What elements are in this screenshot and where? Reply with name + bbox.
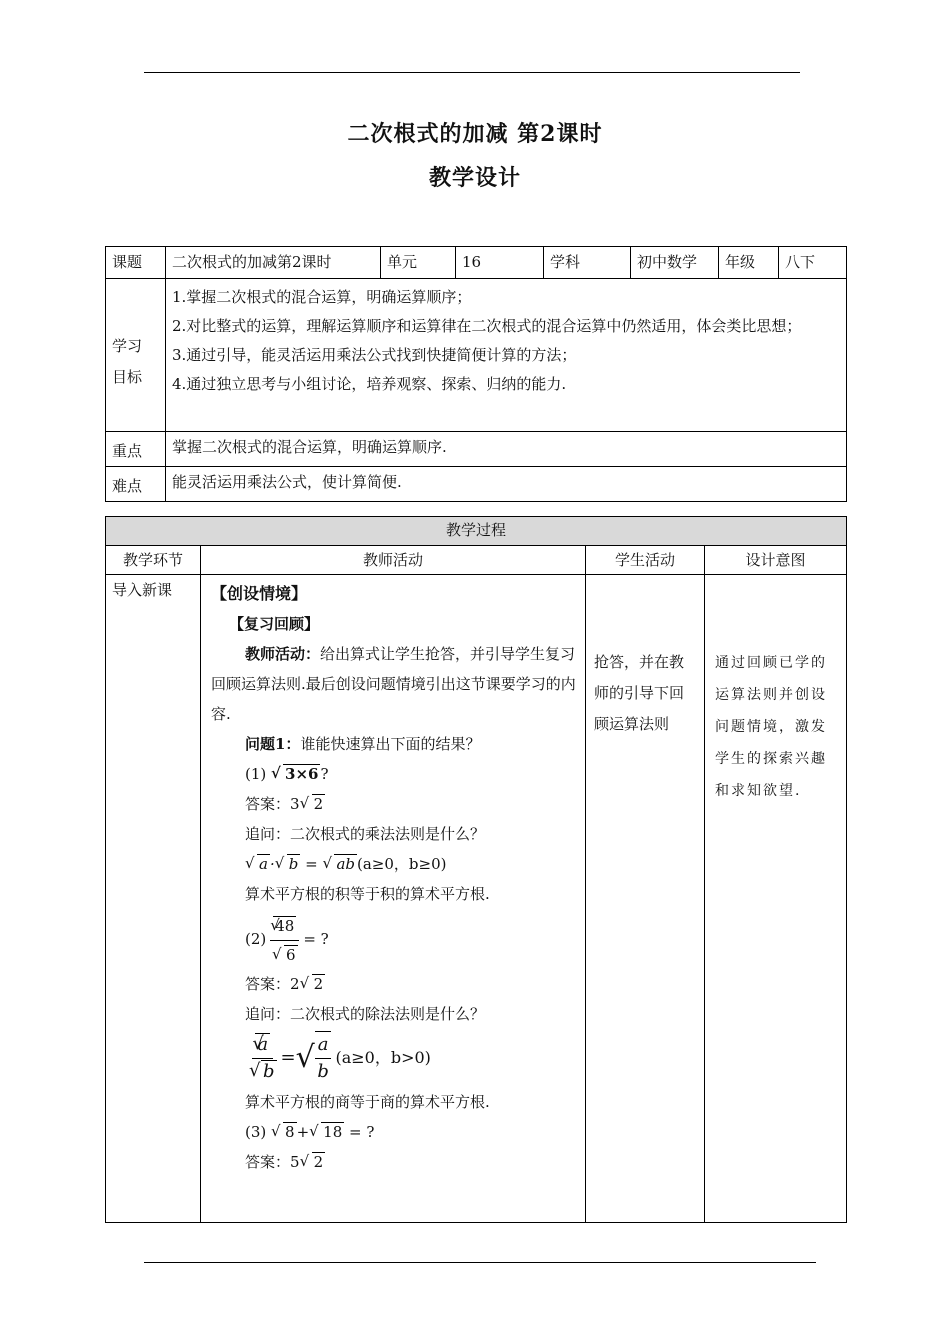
rule-1-a: a [259, 855, 268, 873]
goals-label-text: 学习目标 [112, 337, 143, 386]
goal-item: 1.掌握二次根式的混合运算，明确运算顺序； [172, 288, 472, 306]
difficulty-label: 难点 [106, 467, 166, 502]
topic-label: 课题 [106, 247, 166, 279]
item-3-sqrt-1 [271, 1117, 297, 1147]
item-2-den: 6 [286, 945, 296, 964]
document-title: 二次根式的加减 第2课时 [347, 121, 603, 147]
subject-value: 初中数学 [631, 247, 719, 279]
item-3-sqrt-2 [309, 1117, 344, 1147]
item-1-radicand: 3×6 [285, 765, 319, 783]
answer-1-radicand: 2 [313, 795, 324, 813]
item-3-r2: 18 [323, 1123, 343, 1141]
question-1-text: 谁能快速算出下面的结果？ [300, 735, 481, 753]
rule-1-b: b [288, 855, 299, 873]
activity-label: 教师活动： [245, 645, 321, 663]
answer-3-radical [300, 1147, 326, 1177]
answer-3-label: 答案： [245, 1153, 291, 1171]
process-table [105, 516, 847, 1223]
goal-item: 3.通过引导，能灵活运用乘法公式找到快捷简便计算的方法； [172, 346, 577, 364]
item-3-r1: 8 [285, 1123, 295, 1141]
item-2-numerator [270, 912, 299, 941]
answer-3 [211, 1147, 577, 1177]
answer-2 [211, 969, 577, 999]
design-intent: 通过回顾已学的运算法则并创设问题情境，激发学生的探索兴趣和求知欲望. [705, 575, 847, 1223]
item-1-suffix: ? [320, 765, 329, 783]
item-2-denominator [272, 941, 298, 969]
section-subheading: 【复习回顾】 [229, 615, 320, 633]
question-1-label: 问题1： [245, 735, 301, 753]
goals-list [166, 279, 847, 432]
division-rule: √ a √ b =√ $\frac{a}{b}$ (a≥0，b>0) [211, 1029, 577, 1087]
rule-2-left-fraction [249, 1032, 277, 1085]
footer-rule [144, 1262, 816, 1263]
rule-1-sqrt-a [245, 849, 270, 879]
goals-label [106, 279, 166, 432]
answer-1-radical [300, 789, 326, 819]
unit-label: 单元 [381, 247, 456, 279]
answer-1-coef: 3 [290, 795, 300, 813]
item-1-radical [271, 759, 320, 789]
rule-1-condition: (a≥0，b≥0) [357, 855, 447, 873]
col-stage: 教学环节 [106, 546, 201, 575]
header-rule [144, 72, 800, 73]
rule-1-text: 算术平方根的积等于积的算术平方根. [245, 885, 490, 903]
answer-1-label: 答案： [245, 795, 291, 813]
answer-3-coef: 5 [290, 1153, 300, 1171]
rule-2-right-fraction [315, 1031, 332, 1085]
item-2-num: 48 [275, 916, 295, 935]
info-table [105, 246, 847, 502]
followup-1: 追问：二次根式的乘法法则是什么？ [245, 825, 486, 843]
document-subtitle: 教学设计 [428, 165, 521, 191]
teacher-activity [201, 575, 586, 1223]
item-3: (3) √ 8 +√ 18 = ? [211, 1117, 577, 1147]
answer-2-coef: 2 [290, 975, 300, 993]
multiplication-rule: √ a ·√ b = √ ab (a≥0，b≥0) [211, 849, 577, 879]
rule-1-sqrt-ab [322, 849, 357, 879]
section-heading: 【创设情境】 [211, 584, 308, 603]
answer-2-label: 答案： [245, 975, 291, 993]
answer-3-radicand: 2 [313, 1153, 324, 1171]
topic-value: 二次根式的加减第2课时 [166, 247, 381, 279]
subject-label: 学科 [544, 247, 631, 279]
item-3-suffix: = ? [349, 1123, 375, 1141]
item-2-fraction [270, 912, 299, 969]
rule-1-sqrt-b [275, 849, 301, 879]
goal-item: 2.对比整式的运算，理解运算顺序和运算律在二次根式的混合运算中仍然适用，体会类比思想； [172, 317, 802, 335]
key-value: 掌握二次根式的混合运算，明确运算顺序. [166, 432, 847, 467]
rule-2-right-b: b [317, 1061, 329, 1082]
activity-text: 给出算式让学生抢答，并引导学生复习回顾运算法则.最后创设问题情境引出这节课要学习的内容. [211, 645, 576, 723]
rule-2-radical-sign: √ [295, 1040, 315, 1075]
unit-value: 16 [456, 247, 544, 279]
col-teacher: 教师活动 [201, 546, 586, 575]
rule-2-b: b [263, 1060, 275, 1082]
grade-value: 八下 [779, 247, 847, 279]
question-1 [211, 729, 577, 759]
col-intent: 设计意图 [705, 546, 847, 575]
rule-2-left-num [252, 1032, 273, 1059]
rule-2-condition: (a≥0，b>0) [335, 1048, 431, 1067]
col-student: 学生活动 [586, 546, 705, 575]
item-1-prefix: (1) [245, 765, 267, 783]
stage-name: 导入新课 [106, 575, 201, 1223]
followup-2: 追问：二次根式的除法法则是什么？ [245, 1005, 486, 1023]
rule-2-left-den [249, 1059, 277, 1085]
rule-1-ab: ab [336, 855, 355, 873]
goal-item: 4.通过独立思考与小组讨论，培养观察、探索、归纳的能力. [172, 375, 567, 393]
key-label: 重点 [106, 432, 166, 467]
activity-paragraph [211, 639, 577, 729]
rule-2-text: 算术平方根的商等于商的算术平方根. [245, 1093, 490, 1111]
item-2-suffix: = ? [303, 930, 329, 948]
answer-2-radicand: 2 [313, 975, 324, 993]
rule-2-right-a: a [315, 1032, 332, 1059]
answer-2-radical [300, 969, 326, 999]
grade-label: 年级 [719, 247, 779, 279]
difficulty-value: 能灵活运用乘法公式，使计算简便. [166, 467, 847, 502]
item-2-prefix: (2) [245, 930, 267, 948]
rule-2-a: a [257, 1033, 269, 1055]
item-1 [211, 759, 577, 789]
item-3-prefix: (3) [245, 1123, 267, 1141]
item-2 [211, 909, 577, 969]
process-header: 教学过程 [106, 517, 847, 546]
student-activity: 抢答，并在教师的引导下回顾运算法则 [586, 575, 705, 1223]
answer-1 [211, 789, 577, 819]
